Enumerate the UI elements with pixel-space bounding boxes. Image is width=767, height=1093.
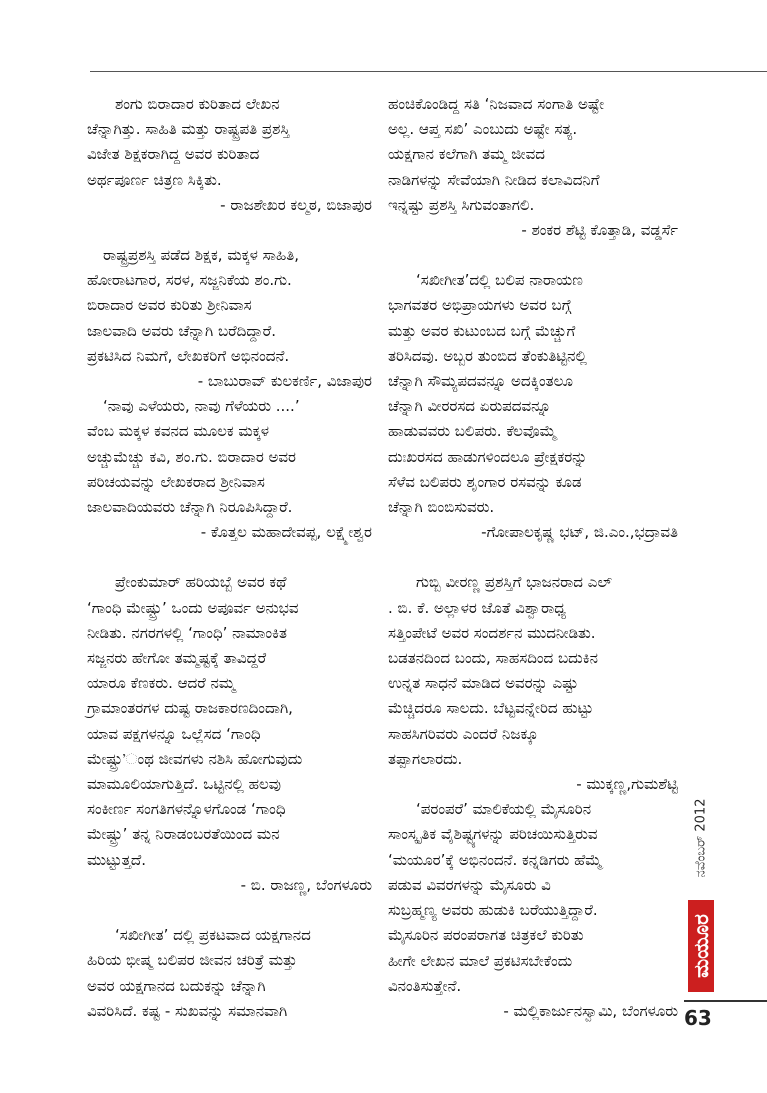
text-line: ವಿವರಿಸಿದೆ. ಕಷ್ಟ - ಸುಖವನ್ನು ಸಮಾನವಾಗಿ — [87, 1001, 288, 1020]
text-line: ಇನ್ನಷ್ಟು ಪ್ರಶಸ್ತಿ ಸಿಗುವಂತಾಗಲಿ. — [388, 195, 535, 214]
letter-3 — [87, 394, 372, 545]
text-line: ದುಃಖರಸದ ಹಾಡುಗಳಿಂದಲೂ ಪ್ರೇಕ್ಷಕರನ್ನು — [388, 447, 588, 466]
text-line: ಯಾರೂ ಕೆಣಕರು. ಆದರೆ ನಮ್ಮ — [87, 674, 236, 693]
letter-9 — [388, 797, 678, 1024]
text-line: ಅರ್ಥಪೂರ್ಣ ಚಿತ್ರಣ ಸಿಕ್ಕಿತು. — [87, 170, 222, 189]
letter-signature: - ಕೊತ್ತಲ ಮಹಾದೇವಪ್ಪ, ಲಕ್ಷ್ಮೇಶ್ವರ — [200, 523, 372, 542]
letter-signature: -ಗೋಪಾಲಕೃಷ್ಣ ಭಟ್, ಜಿ.ಎಂ.,ಭದ್ರಾವತಿ — [481, 523, 678, 542]
footer-rule — [684, 1000, 767, 1002]
text-line: ವಿನಂತಿಸುತ್ತೇನೆ. — [388, 976, 462, 995]
text-line: ‘ಗಾಂಧಿ ಮೇಷ್ಟ್ರು’ ಒಂದು ಅಪೂರ್ವ ಅನುಭವ — [87, 598, 299, 617]
top-rule — [90, 71, 767, 72]
text-line: ‘ಮಯೂರ’ಕ್ಕೆ ಅಭಿನಂದನೆ. ಕನ್ನಡಿಗರು ಹೆಮ್ಮೆ — [388, 850, 603, 869]
magazine-logo — [688, 900, 714, 992]
text-line: ಪರಿಚಯವನ್ನು ಲೇಖಕರಾದ ಶ್ರೀನಿವಾಸ — [87, 472, 265, 491]
text-line: ಬಿರಾದಾರ ಅವರ ಕುರಿತು ಶ್ರೀನಿವಾಸ — [87, 296, 252, 315]
text-line: ಚೆನ್ನಾಗಿ ಸೌಮ್ಯಪದವನ್ನೂ ಅದಕ್ಕಿಂತಲೂ — [388, 372, 573, 391]
text-line: ಚೆನ್ನಾಗಿ ಬಿಂಬಿಸುವರು. — [388, 498, 495, 517]
text-line: ಸಾಂಸ್ಕೃತಿಕ ವೈಶಿಷ್ಟ್ಯಗಳನ್ನು ಪರಿಚಯಿಸುತ್ತಿರುವ — [388, 825, 598, 844]
text-line: ‘ನಾವು ಎಳೆಯರು, ನಾವು ಗೆಳೆಯರು ....’ — [103, 397, 300, 416]
text-line: ವಿಜೇತ ಶಿಕ್ಷಕರಾಗಿದ್ದ ಅವರ ಕುರಿತಾದ — [87, 145, 260, 164]
page-number: 63 — [684, 1006, 712, 1030]
text-line: ಜಾಲವಾದಿಯವರು ಚೆನ್ನಾಗಿ ನಿರೂಪಿಸಿದ್ದಾರೆ. — [87, 498, 293, 517]
text-line: ಹಾಡುವವರು ಬಲಿಪರು. ಕೆಲವೊಮ್ಮೆ — [388, 422, 557, 441]
letter-signature: - ಮಲ್ಲಿಕಾರ್ಜುನಸ್ವಾಮಿ, ಬೆಂಗಳೂರು — [503, 1001, 678, 1020]
text-line: ಮಾಮೂಲಿಯಾಗುತ್ತಿದೆ. ಒಟ್ಟಿನಲ್ಲಿ ಹಲವು — [87, 775, 281, 794]
magazine-name: ಮಯೂರ — [689, 914, 713, 978]
text-line: ತಪ್ಪಾಗಲಾರದು. — [388, 749, 463, 768]
text-line: ಭಾಗವತರ ಅಭಿಪ್ರಾಯಗಳು ಅವರ ಬಗ್ಗೆ — [388, 296, 572, 315]
letter-signature: - ಮುಕ್ಕಣ್ಣ,ಗುಮಶೆಟ್ಟಿ — [576, 775, 678, 794]
letter-6 — [388, 92, 678, 243]
text-line: ಮೆಚ್ಚಿದರೂ ಸಾಲದು. ಬೆಟ್ಟವನ್ನೇರಿದ ಹುಟ್ಟು — [388, 699, 594, 718]
text-line: ಸೆಳೆವ ಬಲಿಪರು ಶೃಂಗಾರ ರಸವನ್ನು ಕೂಡ — [388, 472, 582, 491]
letter-1 — [87, 92, 372, 218]
text-line: ಮೈಸೂರಿನ ಪರಂಪರಾಗತ ಚಿತ್ರಕಲೆ ಕುರಿತು — [388, 926, 584, 945]
text-line: ಬಡತನದಿಂದ ಬಂದು, ಸಾಹಸದಿಂದ ಬದುಕಿನ — [388, 649, 598, 668]
text-line: ರಾಷ್ಟ್ರಪ್ರಶಸ್ತಿ ಪಡೆದ ಶಿಕ್ಷಕ, ಮಕ್ಕಳ ಸಾಹಿತಿ, — [103, 246, 299, 265]
text-line: ನೀಡಿತು. ನಗರಗಳಲ್ಲಿ ‘ಗಾಂಧಿ’ ನಾಮಾಂಕಿತ — [87, 623, 287, 642]
text-line: ಗ್ರಾಮಾಂತರಗಳ ದುಷ್ಟ ರಾಜಕಾರಣದಿಂದಾಗಿ, — [87, 699, 293, 718]
text-line: ಶಂಗು ಬಿರಾದಾರ ಕುರಿತಾದ ಲೇಖನ — [115, 95, 280, 113]
text-line: ‘ಸಖೀಗೀತ’ ದಲ್ಲಿ ಪ್ರಕಟವಾದ ಯಕ್ಷಗಾನದ — [115, 926, 311, 945]
text-line: ‘ಪರಂಪರೆ’ ಮಾಲಿಕೆಯಲ್ಲಿ ಮೈಸೂರಿನ — [416, 800, 592, 819]
text-line: ಮೇಷ್ಟ್ರು’ಂಥ ಜೀವಗಳು ನಶಿಸಿ ಹೋಗುವುದು — [87, 749, 303, 768]
text-line: ಪ್ರಕಟಿಸಿದ ನಿಮಗೆ, ಲೇಖಕರಿಗೆ ಅಭಿನಂದನೆ. — [87, 346, 290, 365]
letter-8 — [388, 570, 678, 797]
text-line: ಅವರ ಯಕ್ಷಗಾನದ ಬದುಕನ್ನು ಚೆನ್ನಾಗಿ — [87, 976, 266, 995]
text-line: ಚೆನ್ನಾಗಿತ್ತು. ಸಾಹಿತಿ ಮತ್ತು ರಾಷ್ಟ್ರಪತಿ ಪ್ರಶಸ್ತಿ — [87, 120, 290, 139]
letter-signature: - ರಾಜಶೇಖರ ಕಲ್ಮಠ, ಬಿಜಾಪುರ — [220, 195, 372, 214]
text-line: ಮತ್ತು ಅವರ ಕುಟುಂಬದ ಬಗ್ಗೆ ಮೆಚ್ಚುಗೆ — [388, 321, 576, 340]
text-line: ಸುಬ್ರಹ್ಮಣ್ಯ ಅವರು ಹುಡುಕಿ ಬರೆಯುತ್ತಿದ್ದಾರೆ. — [388, 901, 598, 920]
text-line: ಹೀಗೇ ಲೇಖನ ಮಾಲೆ ಪ್ರಕಟಿಸಬೇಕೆಂದು — [388, 951, 573, 970]
text-line: ಹೋರಾಟಗಾರ, ಸರಳ, ಸಜ್ಜನಿಕೆಯ ಶಂ.ಗು. — [87, 271, 292, 290]
issue-date — [688, 782, 714, 894]
text-line: ಸತ್ತಿಂಪೇಟೆ ಅವರ ಸಂದರ್ಶನ ಮುದನೀಡಿತು. — [388, 623, 596, 642]
text-line: ಮುಟ್ಟುತ್ತದೆ. — [87, 850, 146, 869]
text-line: ಸಾಹಸಿಗರಿವರು ಎಂದರೆ ನಿಜಕ್ಕೂ — [388, 724, 539, 743]
text-line: ‘ಸಖೀಗೀತ’ದಲ್ಲಿ ಬಲಿಪ ನಾರಾಯಣ — [416, 271, 583, 290]
text-line: ಉನ್ನತ ಸಾಧನೆ ಮಾಡಿದ ಅವರನ್ನು ಎಷ್ಟು — [388, 674, 579, 693]
text-line: ಗುಬ್ಬಿ ವೀರಣ್ಣ ಪ್ರಶಸ್ತಿಗೆ ಭಾಜನರಾದ ಎಲ್ — [416, 573, 612, 592]
text-line: ಯಾವ ಪಕ್ಷಗಳನ್ನೂ ಒಲ್ಲೆಸದ ‘ಗಾಂಧಿ — [87, 724, 261, 743]
letter-4 — [87, 570, 372, 898]
text-line: ಯಕ್ಷಗಾನ ಕಲೆಗಾಗಿ ತಮ್ಮ ಜೀವದ — [388, 145, 545, 164]
text-line: ನಾಡಿಗಳನ್ನು ಸೇವೆಯಾಗಿ ನೀಡಿದ ಕಲಾವಿದನಿಗೆ — [388, 170, 600, 189]
text-line: ತರಿಸಿದವು. ಅಬ್ಬರ ತುಂಬಿದ ತೆಂಕುತಿಟ್ಟಿನಲ್ಲಿ — [388, 346, 587, 365]
text-line: ಸಂಕೀರ್ಣ ಸಂಗತಿಗಳನ್ನೊಳಗೊಂಡ ‘ಗಾಂಧಿ — [87, 800, 286, 819]
text-line: ಚೆನ್ನಾಗಿ ವೀರರಸದ ಏರುಪದವನ್ನೂ — [388, 397, 552, 416]
letter-2 — [87, 243, 372, 394]
side-masthead — [688, 782, 714, 992]
left-column — [87, 92, 372, 1024]
text-line: ಪಡುವ ವಿವರಗಳನ್ನು ಮೈಸೂರು ವಿ — [388, 875, 551, 894]
text-line: ಸಜ್ಜನರು ಹೇಗೋ ತಮ್ಮಷ್ಟಕ್ಕೆ ತಾವಿದ್ದರೆ — [87, 649, 267, 668]
text-line: ಅಲ್ಲ. ಆಪ್ತ ಸಖಿ’ ಎಂಬುದು ಅಷ್ಟೇ ಸತ್ಯ. — [388, 120, 578, 139]
letter-5 — [87, 923, 372, 1024]
text-line: . ಬಿ. ಕೆ. ಅಲ್ಲಾಳರ ಜೊತೆ ವಿಶ್ವಾರಾಧ್ಯ — [388, 598, 567, 617]
text-line: ಹಂಚಿಕೊಂಡಿದ್ದ ಸತಿ ‘ನಿಜವಾದ ಸಂಗಾತಿ ಅಷ್ಟೇ — [388, 95, 605, 113]
text-line: ಪ್ರೇಂಕುಮಾರ್ ಹರಿಯಬ್ಬೆ ಅವರ ಕಥೆ — [115, 573, 287, 592]
letter-7 — [388, 268, 678, 545]
text-line: ಹಿರಿಯ ಭೀಷ್ಮ ಬಲಿಪರ ಜೀವನ ಚರಿತ್ರೆ ಮತ್ತು — [87, 951, 298, 970]
right-column — [388, 92, 678, 1024]
text-line: ವೆಂಬ ಮಕ್ಕಳ ಕವನದ ಮೂಲಕ ಮಕ್ಕಳ — [87, 422, 269, 441]
text-line: ಮೇಷ್ಟ್ರು’ ತನ್ನ ನಿರಾಡಂಬರತೆಯಿಂದ ಮನ — [87, 825, 280, 844]
issue-date-text: ನವೆಂಬರ್ 2012 — [693, 798, 709, 878]
text-line: ಜಾಲವಾದಿ ಅವರು ಚೆನ್ನಾಗಿ ಬರೆದಿದ್ದಾರೆ. — [87, 321, 276, 340]
letter-signature: - ಶಂಕರ ಶೆಟ್ಟಿ ಕೊತ್ತಾಡಿ, ವಡ್ಡರ್ಸೆ — [521, 221, 678, 240]
text-line: ಅಚ್ಚುಮೆಚ್ಚು ಕವಿ, ಶಂ.ಗು. ಬಿರಾದಾರ ಅವರ — [87, 447, 296, 466]
letter-signature: - ಬಾಬುರಾವ್ ಕುಲಕರ್ಣಿ, ವಿಜಾಪುರ — [197, 372, 372, 391]
letter-signature: - ಬಿ. ರಾಜಣ್ಣ, ಬೆಂಗಳೂರು — [240, 875, 372, 894]
